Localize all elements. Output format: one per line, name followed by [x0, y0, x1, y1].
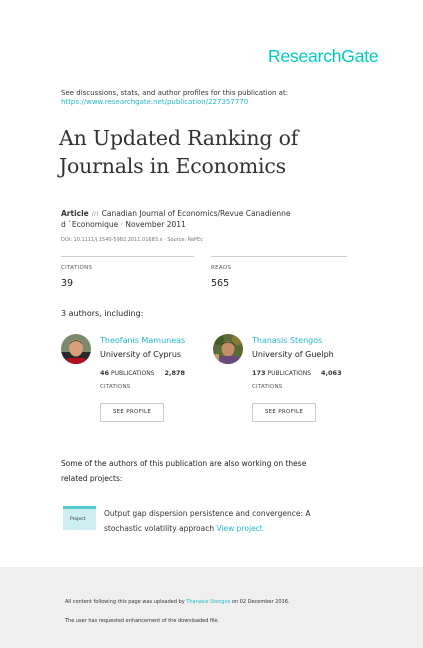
publication-title [59, 124, 379, 180]
author-citations-label: CITATIONS [252, 384, 283, 390]
project-title-line-1: Output gap dispersion persistence and convergence: A [104, 509, 311, 518]
citations-divider [61, 256, 194, 257]
publication-meta [61, 208, 351, 230]
publication-link[interactable]: https://www.researchgate.net/publication/227357770 [61, 98, 249, 106]
upload-prefix: All content following this page was uploaded by [65, 599, 185, 605]
publications-count: 173 [252, 369, 266, 377]
in-label: in [91, 209, 99, 218]
projects-heading [61, 456, 361, 486]
project-icon-label: Project [70, 517, 86, 522]
author-institution: University of Guelph [252, 350, 334, 359]
doi-text: DOI: 10.1111/j.1540-5982.2011.01683.x · Source: RePEc [61, 237, 203, 243]
discussion-text: See discussions, stats, and author profiles for this publication at: [61, 89, 289, 97]
publications-count: 46 [100, 369, 110, 377]
author-name[interactable]: Thanasis Stengos [252, 336, 323, 345]
author-photo-icon[interactable] [61, 334, 91, 364]
journal-name: Canadian Journal of Economics/Revue Canadienne [101, 209, 291, 218]
author-photo-icon[interactable] [213, 334, 243, 364]
citations-label: CITATIONS [61, 265, 93, 271]
projects-heading-line-1: Some of the authors of this publication are also working on these [61, 459, 307, 468]
projects-heading-line-2: related projects: [61, 474, 123, 483]
publication-type: Article [61, 209, 89, 218]
meta-line-1 [61, 208, 351, 219]
uploader-link[interactable]: Thanasis Stengos [186, 599, 231, 605]
reads-divider [211, 256, 347, 257]
footer [0, 567, 423, 648]
project-title-line-2: stochastic volatility approach [104, 524, 215, 533]
enhancement-notice: The user has requested enhancement of the downloaded file. [65, 618, 220, 624]
author-citations-label: CITATIONS [100, 384, 131, 390]
authors-heading: 3 authors, including: [61, 309, 144, 318]
author-name[interactable]: Theofanis Mamuneas [100, 336, 186, 345]
reads-value: 565 [211, 278, 230, 289]
project-item [104, 506, 349, 536]
title-line-2: Journals in Economics [59, 154, 286, 178]
upload-notice [65, 599, 289, 605]
upload-suffix: on 02 December 2016. [231, 599, 290, 605]
view-project-link[interactable]: View project [216, 524, 263, 533]
author-citations-count: 2,878 [164, 369, 186, 377]
reads-label: READS [211, 265, 232, 271]
see-profile-button[interactable]: SEE PROFILE [252, 403, 316, 422]
meta-line-2: d `Economique · November 2011 [61, 220, 186, 229]
see-profile-button[interactable]: SEE PROFILE [100, 403, 164, 422]
author-citations-count: 4,063 [321, 369, 342, 377]
author-institution: University of Cyprus [100, 350, 182, 359]
author-stats [100, 369, 185, 377]
title-line-1: An Updated Ranking of [59, 126, 299, 150]
publications-label: PUBLICATIONS [267, 370, 312, 377]
author-stats [252, 369, 342, 377]
project-icon [63, 506, 96, 530]
researchgate-logo[interactable]: ResearchGate [268, 46, 379, 66]
publications-label: PUBLICATIONS [110, 370, 155, 377]
citations-value: 39 [61, 278, 74, 289]
